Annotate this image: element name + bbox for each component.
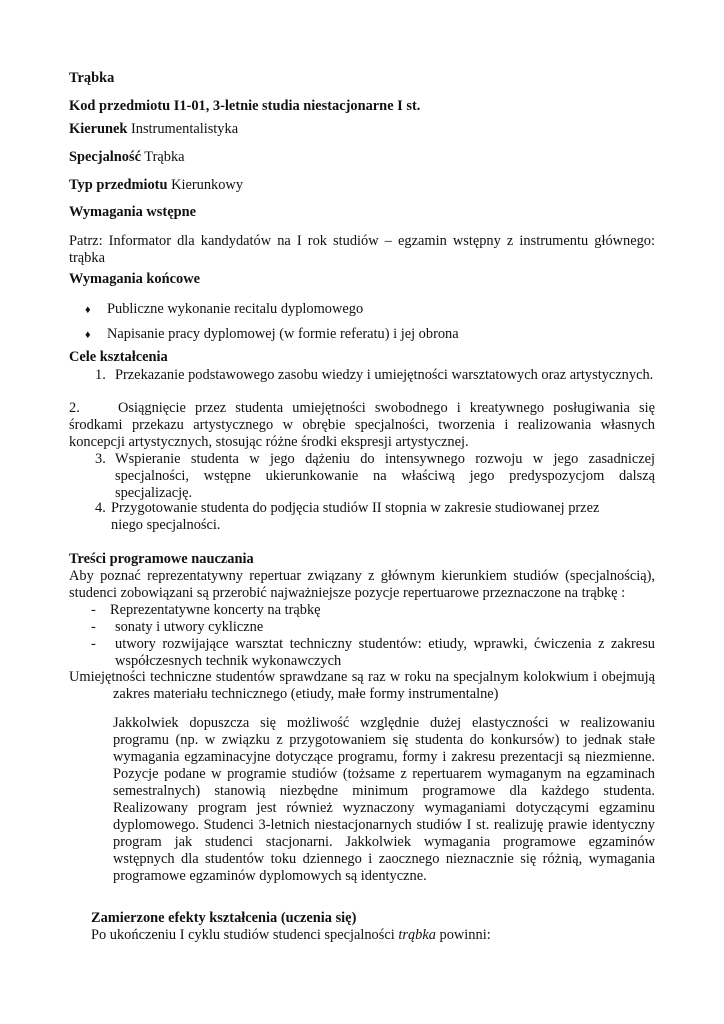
bullet-item (85, 326, 459, 344)
bullet-item-text: Publiczne wykonanie recitalu dyplomowego (107, 301, 364, 317)
dash-item (91, 636, 655, 670)
wymagania-wstepne-heading: Wymagania wstępne (69, 204, 196, 220)
cele-item-3 (95, 451, 655, 502)
efekty-text (91, 927, 491, 944)
dash-bullet: - (91, 619, 96, 635)
course-code-line: Kod przedmiotu I1-01, 3-letnie studia niestacjonarne I st. (69, 98, 421, 114)
specjalnosc-value: Trąbka (140, 149, 185, 165)
list-number: 4. (95, 500, 106, 516)
program-paragraph: Jakkolwiek dopuszcza się możliwość względnie dużej elastyczności w realizowaniu programu (np. w związku z przygotowaniem się studenta do konkursów) to jednak stałe wymagania egzaminacyjne dotyczące programu, formy i zakresu prezentacji są niezmienne. Pozycje podane w programie studiów (tożsame z repertuarem wymaganym na egzaminach semestralnych) stanowią niezbędne minimum programowe dla każdego studenta. Realizowany program jest również wyznaczony wymaganiami dotyczącymi egzaminu dyplomowego. Studenci 3-letnich niestacjonarnych studiów I st. realizuję prawie identyczny program jak studenci stacjonarni. Jakkolwiek wymagania programowe egzaminów wstępnych dla studentów toku dziennego i zaocznego nieznacznie się różnią, wymagania programowe egzaminów dyplomowych są identyczne. (113, 715, 655, 884)
bullet-item (85, 301, 363, 319)
dash-item (91, 619, 655, 636)
list-number: 2. (69, 400, 80, 416)
cele-item-1 (95, 367, 655, 384)
efekty-text-after: powinni: (435, 927, 491, 943)
umiejetnosci-text: Umiejętności techniczne studentów sprawdzane są raz w roku na specjalnym kolokwium i obejmują zakres materiału technicznego (etiudy, małe formy instrumentalne) (69, 669, 655, 702)
kierunek-line (69, 121, 238, 138)
kierunek-value: Instrumentalistyka (127, 121, 239, 137)
diamond-bullet-icon: ♦ (85, 329, 91, 341)
wymagania-wstepne-text: Patrz: Informator dla kandydatów na I rok studiów – egzamin wstępny z instrumentu głównego: trąbka (69, 233, 655, 266)
dash-item-text: utwory rozwijające warsztat techniczny studentów: etiudy, wprawki, ćwiczenia z zakresu współczesnych technik wykonawczych (115, 636, 655, 669)
cele-item-2 (69, 400, 655, 451)
list-number: 1. (95, 367, 106, 383)
dash-item (91, 602, 655, 619)
tresci-heading: Treści programowe nauczania (69, 551, 254, 567)
kierunek-label: Kierunek (69, 121, 128, 137)
cele-item-text: Przekazanie podstawowego zasobu wiedzy i umiejętności warsztatowych oraz artystycznych. (115, 367, 654, 383)
list-number: 3. (95, 451, 106, 467)
specjalnosc-line (69, 149, 185, 166)
wymagania-koncowe-heading: Wymagania końcowe (69, 271, 200, 287)
typ-label: Typ przedmiotu (69, 177, 168, 193)
cele-heading: Cele kształcenia (69, 349, 168, 365)
dash-item-text: Reprezentatywne koncerty na trąbkę (110, 602, 321, 618)
efekty-heading: Zamierzone efekty kształcenia (uczenia się) (91, 910, 357, 926)
dash-item-text: sonaty i utwory cykliczne (115, 619, 264, 635)
document-title: Trąbka (69, 70, 115, 86)
dash-bullet: - (91, 636, 96, 652)
specjalnosc-label: Specjalność (69, 149, 141, 165)
diamond-bullet-icon: ♦ (85, 304, 91, 316)
bullet-item-text: Napisanie pracy dyplomowej (w formie referatu) i jej obrona (107, 326, 459, 342)
typ-value: Kierunkowy (167, 177, 244, 193)
efekty-text-before: Po ukończeniu I cyklu studiów studenci specjalności (91, 927, 399, 943)
dash-bullet: - (91, 602, 96, 618)
cele-item-text: Osiągnięcie przez studenta umiejętności swobodnego i kreatywnego posługiwania się środkami przekazu artystycznego w obrębie specjalności, tworzenia i realizowania własnych koncepcji artystycznych, stosując różne środki ekspresji artystycznej. (69, 400, 655, 450)
cele-item-text: Przygotowanie studenta do podjęcia studiów II stopnia w zakresie studiowanej przez niego specjalności. (111, 500, 600, 533)
cele-item-4 (95, 500, 625, 534)
tresci-intro: Aby poznać reprezentatywny repertuar związany z głównym kierunkiem studiów (specjalnością), studenci zobowiązani są przerobić najważniejsze pozycje repertuarowe przeznaczone na trąbkę : (69, 568, 655, 601)
cele-item-text: Wspieranie studenta w jego dążeniu do intensywnego rozwoju w jego zasadniczej specjalności, wstępne ukierunkowanie na właściwą jego predyspozycjom dalszą specjalizację. (115, 451, 655, 501)
efekty-text-italic: trąbka (398, 927, 436, 943)
typ-line (69, 177, 243, 194)
